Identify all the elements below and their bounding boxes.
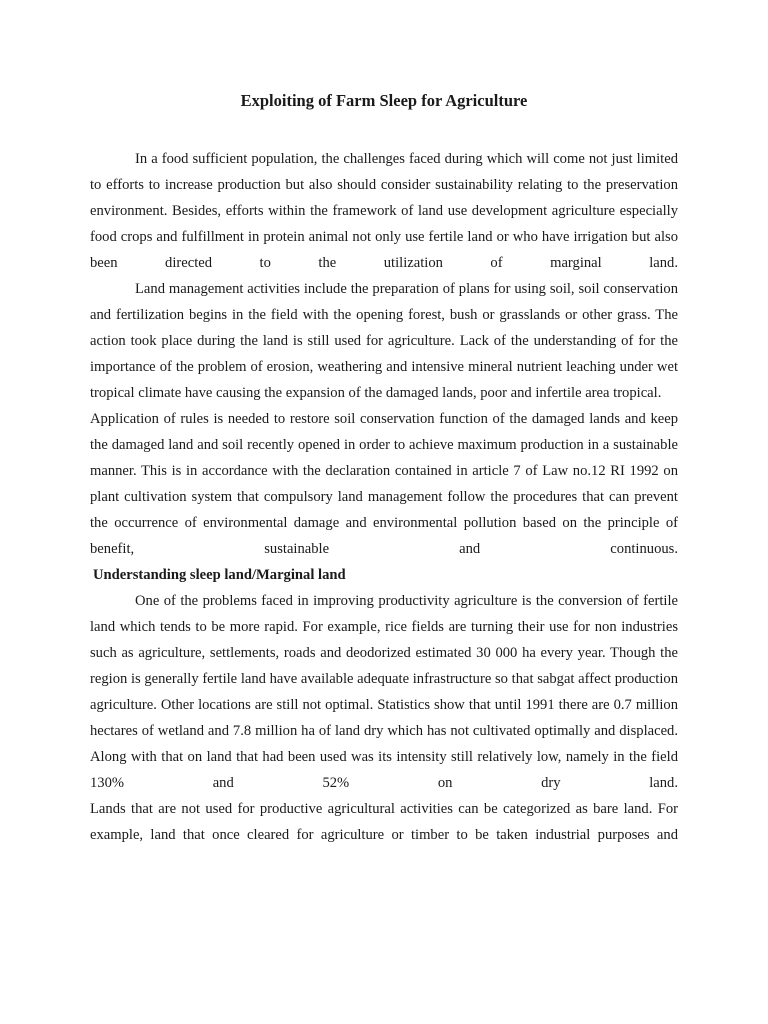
paragraph-land-management: Land management activities include the preparation of plans for using soil, soil conservation and fertilization begins in the field with the opening forest, bush or grasslands or other grass. The action took place during the land is still used for agriculture. Lack of the understanding of for the importance of the problem of erosion, weathering and intensive mineral nutrient leaching under wet tropical climate have causing the expansion of the damaged lands, poor and infertile area tropical. [90,281,678,401]
document-body [90,146,678,848]
section-heading: Understanding sleep land/Marginal land [93,567,346,583]
document-title: Exploiting of Farm Sleep for Agriculture [240,91,528,110]
paragraph-application-of-rules: Application of rules is needed to restore soil conservation function of the damaged lands and keep the damaged land and soil recently opened in order to achieve maximum production in a sustainable manner. This is in accordance with the declaration contained in article 7 of Law no.12 RI 1992 on plant cultivation system that compulsory land management follow the procedures that can prevent the occurrence of environmental damage and environmental pollution based on the principle of benefit, sustainable and continuous. [90,411,678,557]
paragraph-food-sufficiency: In a food sufficient population, the challenges faced during which will come not just limited to efforts to increase production but also should consider sustainability relating to the preservation environment. Besides, efforts within the framework of land use development agriculture especially food crops and fulfillment in protein animal not only use fertile land or who have irrigation but also been directed to the utilization of marginal land. [90,151,678,271]
paragraph-productivity-problems: One of the problems faced in improving productivity agriculture is the conversion of fertile land which tends to be more rapid. For example, rice fields are turning their use for non industries such as agriculture, settlements, roads and deodorized estimated 30 000 ha every year. Though the region is generally fertile land have available adequate infrastructure so that sabgat affect production agriculture. Other locations are still not optimal. Statistics show that until 1991 there are 0.7 million hectares of wetland and 7.8 million ha of land dry which has not cultivated optimally and displaced. Along with that on land that had been used was its intensity still relatively low, namely in the field 130% and 52% on dry land. [90,593,678,791]
paragraph-bare-land: Lands that are not used for productive agricultural activities can be categorized as bare land. For example, land that once cleared for agriculture or timber to be taken industrial purposes and [90,801,678,843]
